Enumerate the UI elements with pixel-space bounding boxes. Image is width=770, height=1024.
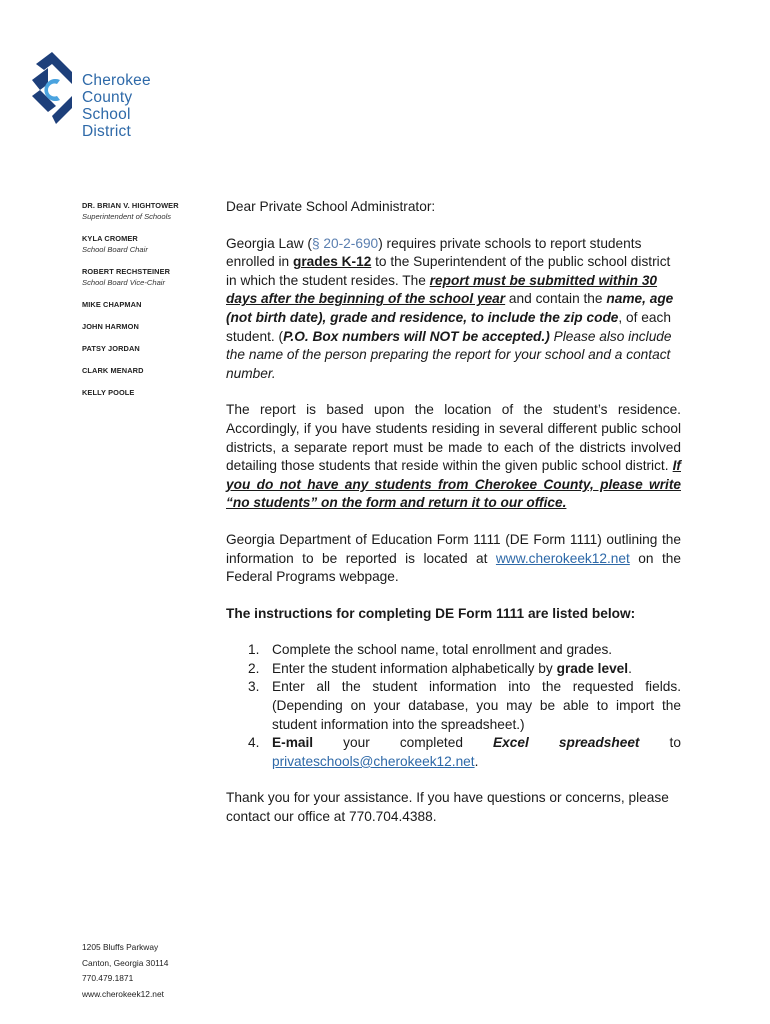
list-item: 3. Enter all the student information into the requested fields. (Depending on your database, you may be able to import the student information into the spreadsheet.)	[248, 679, 681, 732]
required-fields-emphasis: name, age (not birth date), grade and residence, to include the zip code	[226, 291, 674, 325]
member-name: MIKE CHAPMAN	[82, 300, 142, 309]
address-website: www.cherokeek12.net	[82, 988, 164, 999]
member-name: DR. BRIAN V. HIGHTOWER	[82, 201, 179, 210]
closing-paragraph: Thank you for your assistance. If you have questions or concerns, please contact our office at 770.704.4388.	[226, 790, 669, 825]
board-member	[82, 300, 212, 310]
board-member	[82, 388, 212, 398]
member-name: KYLA CROMER	[82, 234, 138, 243]
address-phone: 770.479.1871	[82, 973, 134, 983]
board-member	[82, 201, 212, 222]
list-item: 4. E-mail your completed Excel spreadsheet to privateschools@cherokeek12.net.	[248, 735, 681, 769]
board-member	[82, 344, 212, 354]
salutation: Dear Private School Administrator:	[226, 199, 436, 214]
member-title: School Board Chair	[82, 245, 148, 254]
no-students-instruction: If you do not have any students from Cherokee County, please write “no students” on the form and return it to our office.	[226, 458, 681, 511]
district-logo-icon	[30, 50, 76, 130]
board-member-list	[82, 201, 212, 410]
list-item: 2. Enter the student information alphabetically by grade level.	[248, 660, 632, 676]
member-name: ROBERT RECHSTEINER	[82, 267, 171, 276]
member-name: CLARK MENARD	[82, 366, 144, 375]
board-member	[82, 366, 212, 376]
email-link[interactable]: privateschools@cherokeek12.net	[272, 753, 475, 769]
board-member	[82, 322, 212, 332]
address-street: 1205 Bluffs Parkway	[82, 942, 159, 952]
member-name: PATSY JORDAN	[82, 344, 140, 353]
letter-body	[226, 198, 681, 845]
website-link[interactable]: www.cherokeek12.net	[495, 550, 630, 566]
member-title: School Board Vice-Chair	[82, 278, 166, 287]
member-name: KELLY POOLE	[82, 388, 135, 397]
board-member	[82, 234, 212, 255]
instructions-heading: The instructions for completing DE Form 1111 are listed below:	[226, 605, 636, 621]
list-item: 1. Complete the school name, total enrollment and grades.	[248, 642, 613, 658]
paragraph-residence: The report is based upon the location of the student’s residence. Accordingly, if you have students residing in several different public school districts, a separate report must be made to each of the districts involved detailing those students that reside within the given public school district. If you do not have any students from Cherokee County, please write “no students” on the form and return it to our office.	[226, 402, 681, 511]
paragraph-form-location: Georgia Department of Education Form 1111 (DE Form 1111) outlining the information to be reported is located at www.cherokeek12.net on the Federal Programs webpage.	[226, 531, 681, 585]
instructions-list	[226, 641, 681, 771]
district-logo	[30, 50, 180, 150]
district-name: Cherokee County School District	[82, 72, 151, 140]
address-city: Canton, Georgia 30114	[82, 957, 169, 968]
grades-emphasis: grades K-12	[292, 254, 372, 270]
district-address	[82, 940, 168, 1002]
deadline-emphasis: report must be submitted within 30 days after the beginning of the school year	[226, 272, 658, 307]
paragraph-reporting-requirement: Georgia Law (§ 20-2-690) requires private schools to report students enrolled in grades K-12 to the Superintendent of the public school district in which the student resides. The report must be submitted within 30 days after the beginning of the school year and contain the name, age (not birth date), grade and residence, to include the zip code, of each student. (P.O. Box numbers will NOT be accepted.) Please also include the name of the person preparing the report for your school and a contact number.	[226, 235, 674, 381]
po-box-notice: P.O. Box numbers will NOT be accepted.)	[283, 328, 550, 344]
board-member	[82, 267, 212, 288]
law-reference-link[interactable]: § 20-2-690	[311, 235, 379, 251]
member-title: Superintendent of Schools	[82, 212, 172, 221]
member-name: JOHN HARMON	[82, 322, 139, 331]
